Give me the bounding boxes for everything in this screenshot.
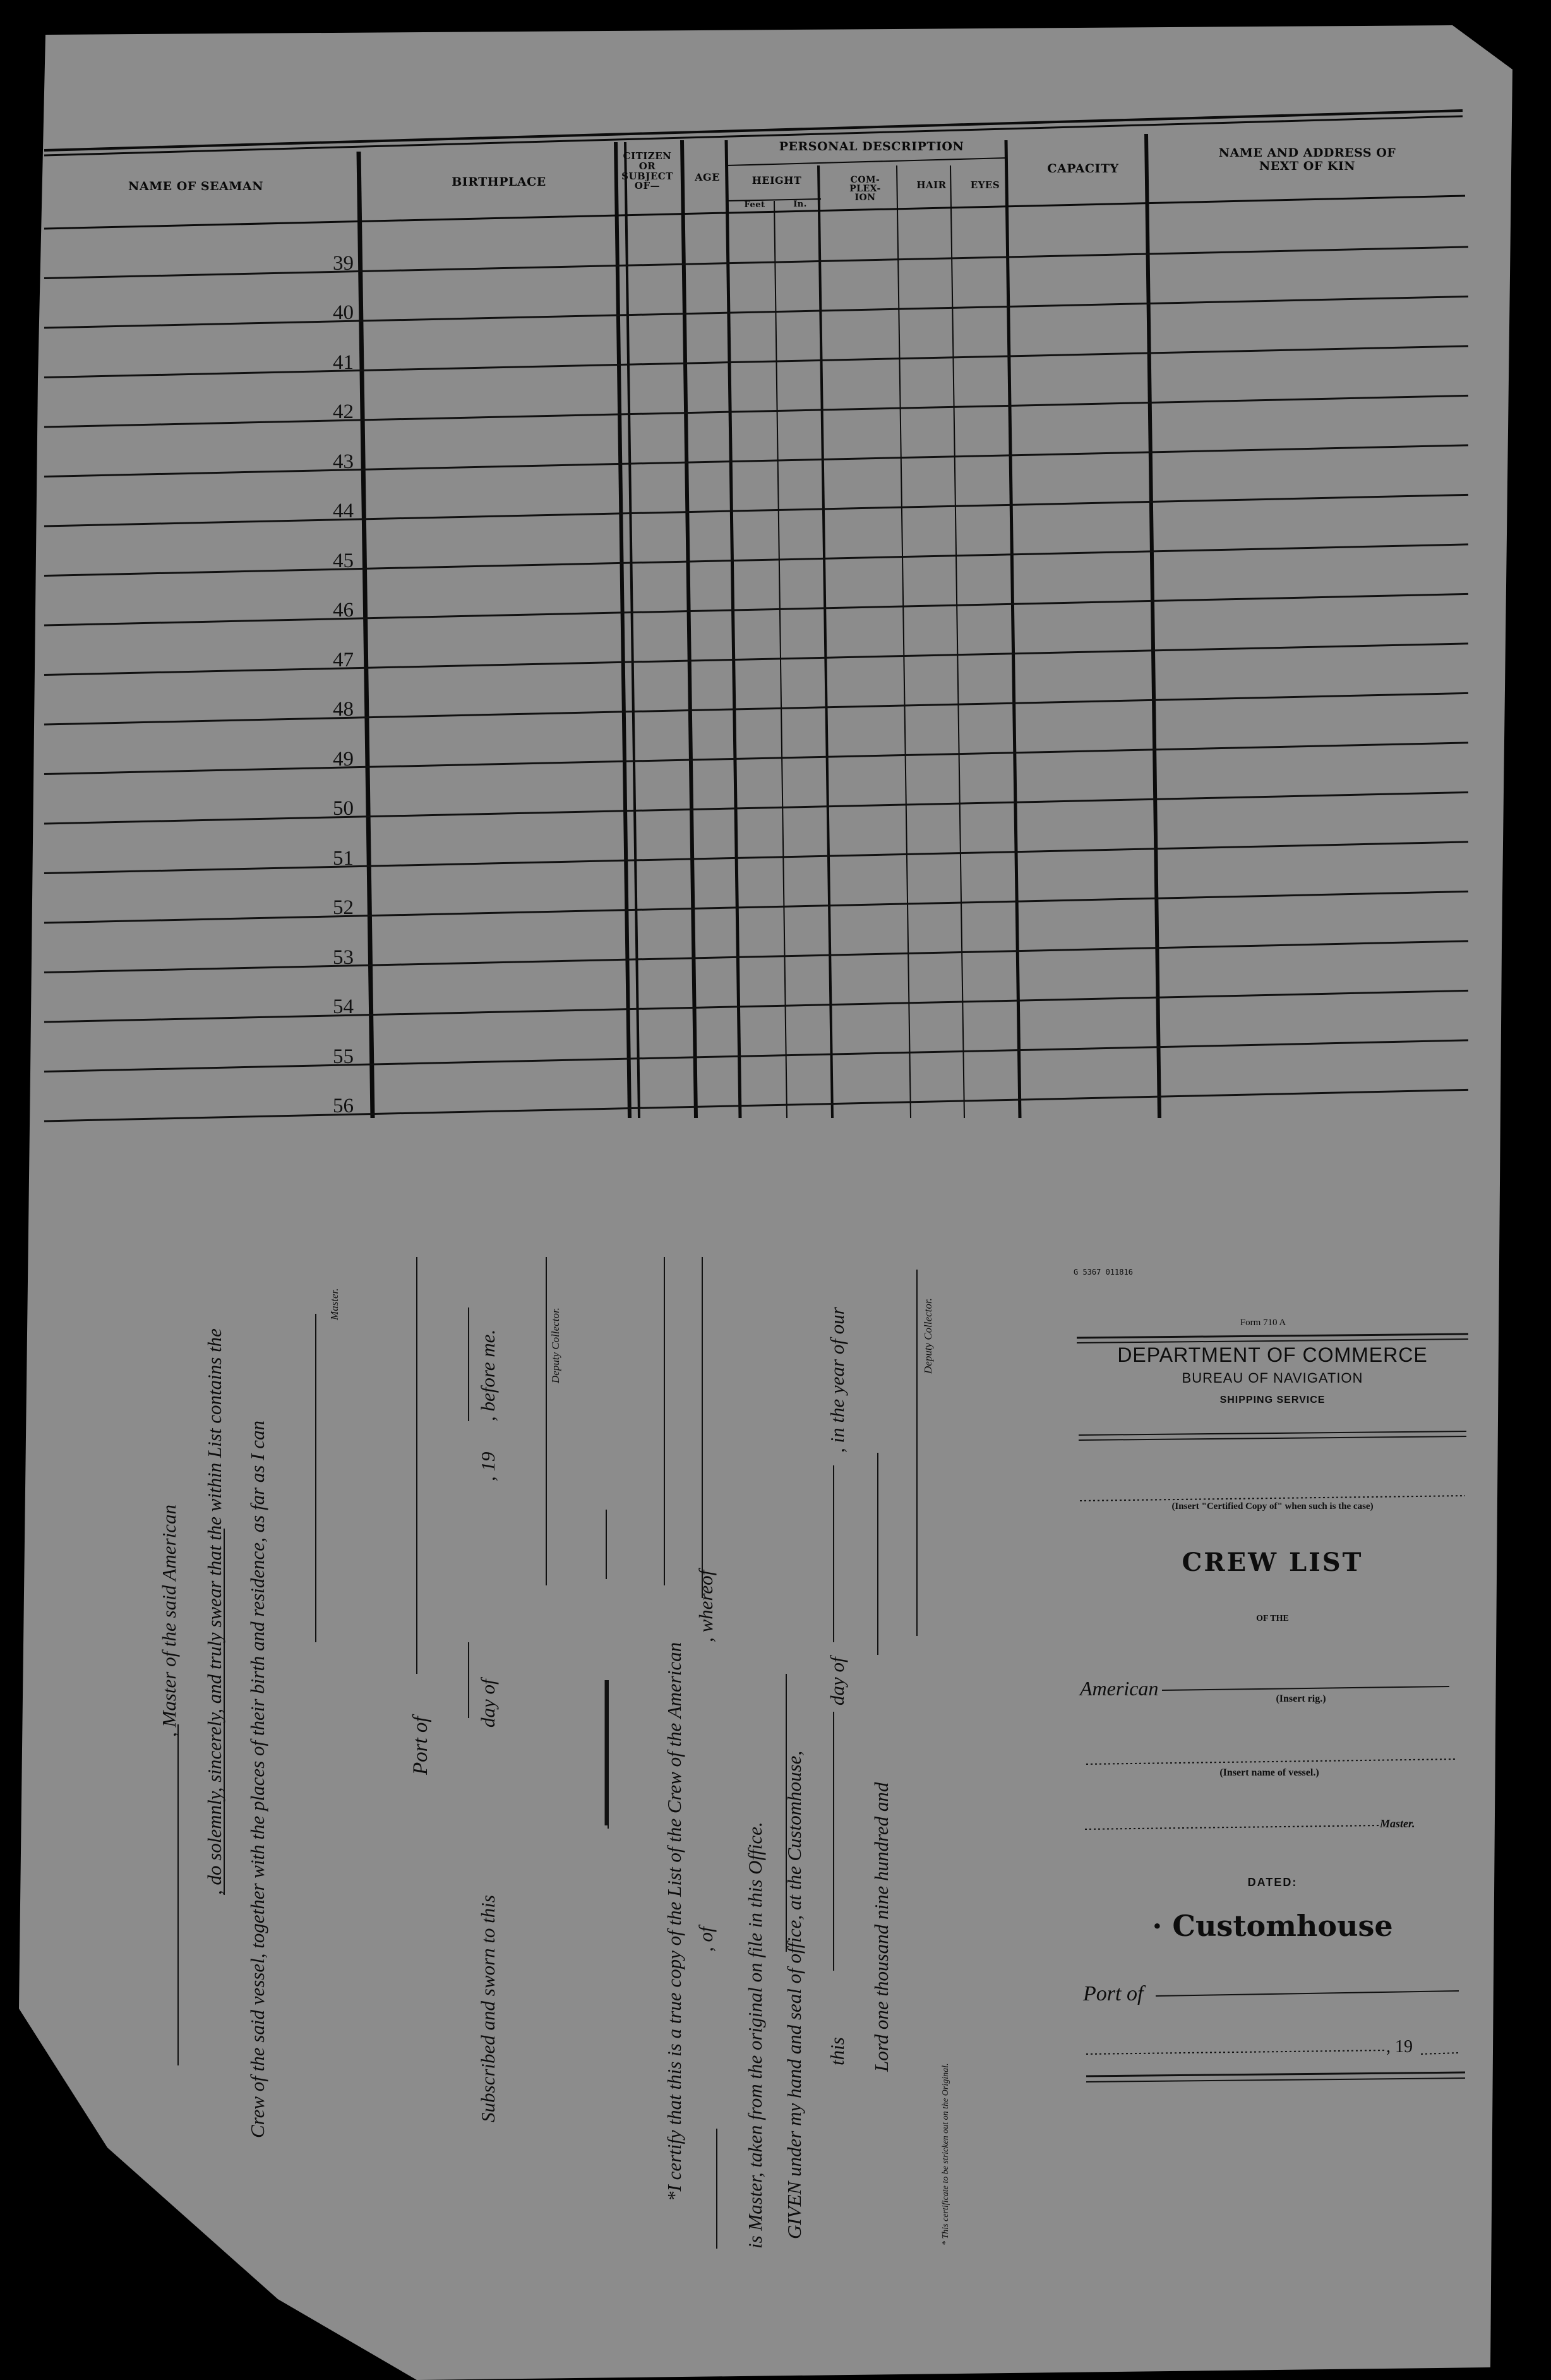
port-of-label: Port of xyxy=(1083,1982,1144,2005)
row-number: 46 xyxy=(333,599,354,622)
column-header-hair: HAIR xyxy=(916,179,947,191)
oath-year: , 19 xyxy=(477,1451,499,1481)
row-number: 56 xyxy=(333,1095,354,1117)
print-code: G 5367 011816 xyxy=(1074,1268,1133,1277)
department-title: DEPARTMENT OF COMMERCE xyxy=(1117,1343,1428,1366)
certificate-line-3: is Master, taken from the original on file in this Office. xyxy=(744,1822,766,2249)
column-header-birthplace: BIRTHPLACE xyxy=(452,175,546,189)
row-number: 49 xyxy=(333,747,354,771)
american-label: American xyxy=(1080,1677,1159,1700)
oath-master-label: Master. xyxy=(328,1288,340,1320)
row-number: 55 xyxy=(333,1045,354,1068)
row-number: 47 xyxy=(333,648,354,671)
customhouse-title: · Customhouse xyxy=(1152,1909,1393,1943)
oath-deputy-collector: Deputy Collector. xyxy=(549,1307,561,1383)
certificate-in-year: , in the year of our xyxy=(826,1307,848,1453)
row-number: 52 xyxy=(333,896,354,919)
row-number: 54 xyxy=(333,995,354,1018)
certificate-line-1: *I certify that this is a true copy of the List of the Crew of the American xyxy=(663,1642,685,2201)
crew-list-title: CREW LIST xyxy=(1182,1548,1363,1577)
column-header-eyes: EYES xyxy=(970,179,1000,191)
oath-line-3: Crew of the said vessel, together with the places of their birth and residence, as far as I can xyxy=(246,1421,268,2138)
column-header-capacity: CAPACITY xyxy=(1047,162,1119,176)
certificate-day-of: day of xyxy=(826,1657,848,1705)
service-title: SHIPPING SERVICE xyxy=(1219,1395,1326,1405)
row-number: 45 xyxy=(333,549,354,572)
certificate-line-6: Lord one thousand nine hundred and xyxy=(870,1782,892,2072)
oath-day-of: day of xyxy=(477,1679,499,1728)
column-header-inches: In. xyxy=(793,200,807,209)
certificate-line-4: GIVEN under my hand and seal of office, at the Customhouse, xyxy=(783,1750,805,2239)
column-header-height: HEIGHT xyxy=(752,174,802,186)
column-header-personal-description: PERSONAL DESCRIPTION xyxy=(779,140,964,153)
certificate-this: this xyxy=(826,2037,848,2065)
certificate-footnote: * This certificate to be stricken out on the Original. xyxy=(941,2063,950,2245)
row-number: 44 xyxy=(333,500,354,522)
insert-certified-note: (Insert "Certified Copy of" when such is the case) xyxy=(1171,1501,1374,1512)
row-number: 50 xyxy=(333,797,354,820)
oath-subscribed: Subscribed and sworn to this xyxy=(477,1895,499,2122)
oath-line-2: , do solemnly, sincerely, and truly swear that the within List contains the xyxy=(203,1328,225,1895)
insert-vessel-note: (Insert name of vessel.) xyxy=(1219,1767,1319,1778)
column-header-name: NAME OF SEAMAN xyxy=(128,179,263,193)
column-header-age: AGE xyxy=(695,171,720,183)
oath-port-of: Port of xyxy=(409,1716,432,1775)
row-number: 41 xyxy=(333,351,354,374)
of-the-label: OF THE xyxy=(1256,1614,1289,1623)
insert-rig-note: (Insert rig.) xyxy=(1276,1693,1326,1704)
certificate-whereof: , whereof xyxy=(695,1570,717,1642)
row-number: 51 xyxy=(333,846,354,870)
row-number: 53 xyxy=(333,946,354,969)
oath-before-me: , before me. xyxy=(477,1329,499,1421)
column-header-next-of-kin: NAME AND ADDRESS OF NEXT OF KIN xyxy=(1218,146,1396,174)
certificate-deputy-collector: Deputy Collector. xyxy=(922,1298,934,1374)
dated-label: DATED: xyxy=(1247,1876,1298,1889)
oath-line-1: , Master of the said American xyxy=(158,1505,180,1737)
form-number: Form 710 A xyxy=(1240,1318,1286,1328)
column-header-complexion: COM- PLEX- ION xyxy=(849,175,881,203)
row-number: 42 xyxy=(333,400,354,423)
column-header-citizen: CITIZEN OR SUBJECT OF— xyxy=(621,150,673,192)
master-label: Master. xyxy=(1380,1817,1415,1830)
row-number: 39 xyxy=(333,251,354,275)
certificate-of: , of xyxy=(695,1926,717,1952)
row-number: 43 xyxy=(333,450,354,473)
row-number: 40 xyxy=(333,301,354,324)
bureau-title: BUREAU OF NAVIGATION xyxy=(1182,1370,1363,1386)
row-number: 48 xyxy=(333,698,354,721)
column-header-feet: Feet xyxy=(744,200,765,210)
year-label: , 19 xyxy=(1386,2037,1413,2057)
